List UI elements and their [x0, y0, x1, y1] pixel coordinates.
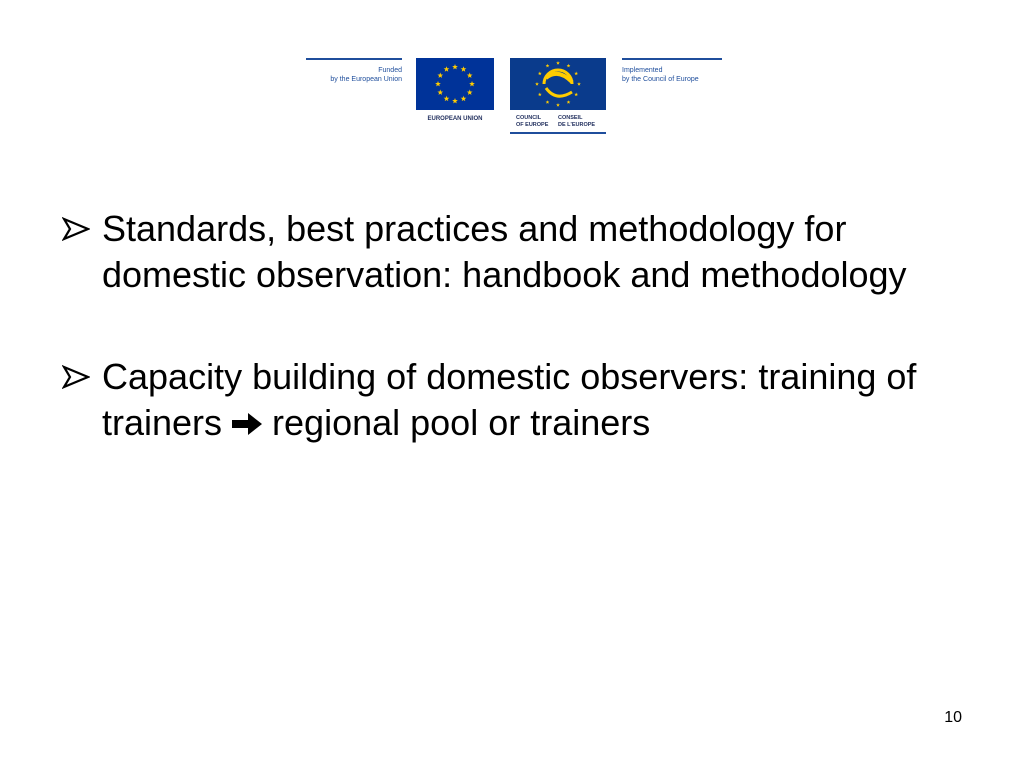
page-number: 10	[944, 709, 962, 726]
bullet-text-before-arrow: Capacity building of domestic observers: training of trainers	[102, 356, 917, 443]
implemented-by-coe-text	[622, 58, 722, 84]
bullet-item	[62, 206, 962, 298]
funded-line-2: by the European Union	[330, 76, 402, 83]
bullet-text-after-arrow: regional pool or trainers	[272, 402, 651, 443]
right-arrow-icon	[230, 402, 264, 448]
coe-caption-en: COUNCIL OF EUROPE	[516, 115, 549, 128]
european-union-logo	[416, 58, 494, 123]
bullet-item	[62, 354, 962, 448]
bullet-arrowhead-icon	[62, 206, 102, 252]
coe-underline	[510, 132, 606, 134]
eu-caption: EUROPEAN UNION	[427, 116, 483, 122]
logo-bar	[0, 0, 1024, 140]
coe-caption	[510, 115, 606, 129]
coe-caption-fr: CONSEIL DE L'EUROPE	[558, 115, 596, 128]
bullet-text	[102, 354, 962, 448]
implemented-line-2: by the Council of Europe	[622, 76, 699, 83]
bullet-arrowhead-icon	[62, 354, 102, 400]
bullet-text: Standards, best practices and methodology for domestic observation: handbook and methodology	[102, 208, 907, 295]
funded-by-eu-text	[306, 58, 402, 84]
implemented-top-rule	[622, 58, 722, 60]
council-of-europe-logo	[510, 58, 606, 134]
eu-flag-icon	[416, 58, 494, 110]
implemented-line-1: Implemented	[622, 67, 663, 74]
bullet-list	[62, 206, 962, 504]
funded-top-rule	[306, 58, 402, 60]
funded-line-1: Funded	[378, 67, 402, 74]
council-of-europe-emblem-icon	[510, 58, 606, 110]
